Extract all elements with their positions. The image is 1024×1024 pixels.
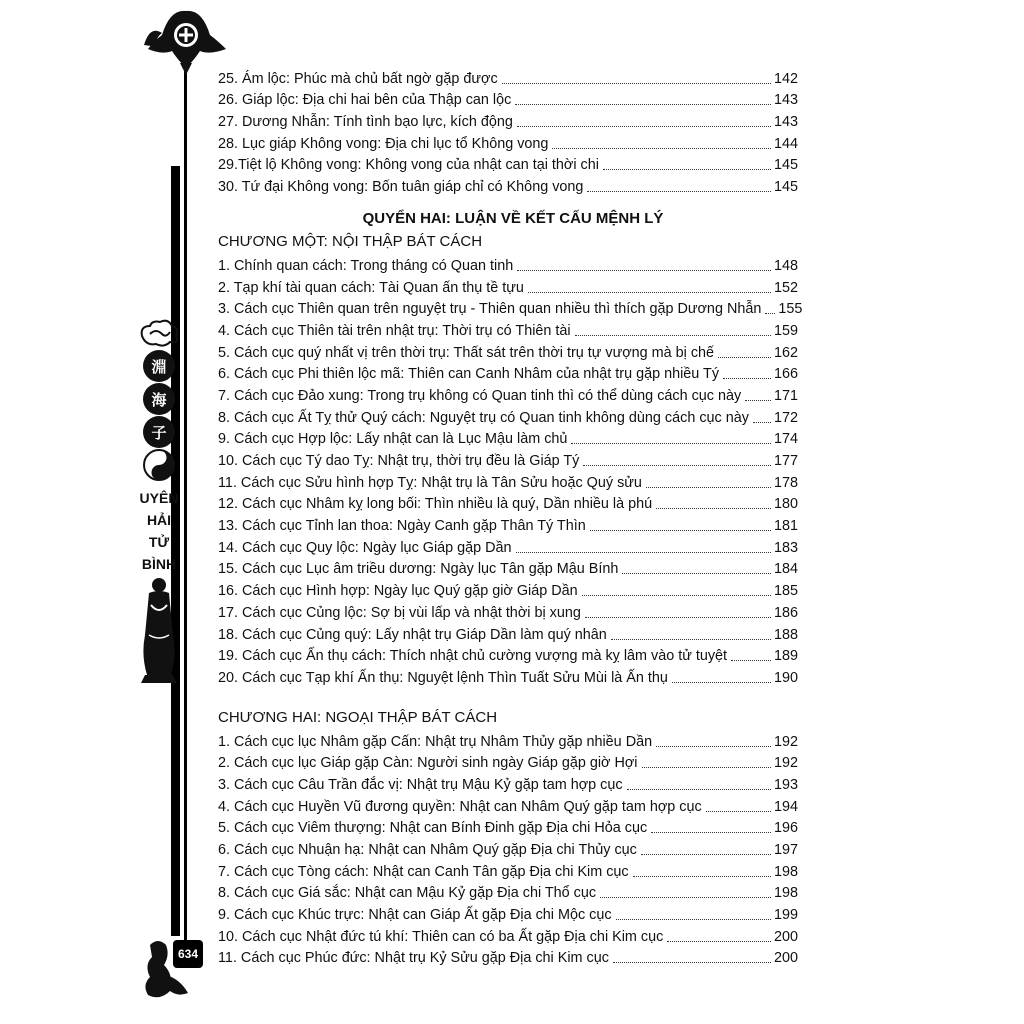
toc-entry-text: 20. Cách cục Tạp khí Ấn thụ: Nguyệt lệnh Thìn Tuất Sửu Mùi là Ấn thụ (218, 669, 668, 686)
toc-entry-page: 172 (773, 409, 798, 426)
toc-entry-page: 190 (773, 669, 798, 686)
toc-entry-text: 5. Cách cục quý nhất vị trên thời trụ: Thất sát trên thời trụ tự vượng mà bị chế (218, 344, 715, 361)
toc-entry-page: 198 (773, 863, 798, 880)
dot-leader (642, 767, 771, 768)
toc-entry-text: 10. Cách cục Tý dao Tỵ: Nhật trụ, thời trụ đều là Giáp Tý (218, 453, 580, 469)
toc-entry-page: 159 (773, 322, 798, 339)
dot-leader (765, 313, 775, 314)
chapter-one-entries (218, 253, 803, 687)
toc-entry-text: 5. Cách cục Viêm thượng: Nhật can Bính Đinh gặp Địa chi Hỏa cục (218, 820, 648, 837)
toc-entry[interactable] (218, 513, 798, 535)
dot-leader (613, 962, 771, 963)
toc-entry-page: 185 (773, 583, 798, 600)
dot-leader (641, 854, 771, 855)
dot-leader (603, 169, 771, 170)
toc-entry-page: 174 (773, 431, 798, 448)
dot-leader (672, 682, 771, 683)
toc-entry[interactable] (218, 902, 798, 924)
toc-entry[interactable] (218, 600, 798, 622)
dot-leader (731, 660, 771, 661)
toc-entry-page: 144 (773, 135, 798, 152)
toc-entry-page: 193 (773, 776, 798, 793)
chapter-title: CHƯƠNG HAI: NGOẠI THẬP BÁT CÁCH (218, 708, 498, 726)
toc-entry[interactable] (218, 622, 798, 644)
toc-entry-page: 188 (773, 626, 798, 643)
toc-entry-text: 6. Cách cục Nhuận hạ: Nhật can Nhâm Quý gặp Địa chi Thủy cục (218, 842, 637, 858)
toc-entry-page: 148 (773, 257, 798, 274)
toc-entry-text: 6. Cách cục Phi thiên lộc mã: Thiên can Canh Nhâm của nhật trụ gặp nhiều Tý (218, 366, 720, 383)
toc-entry-page: 198 (773, 885, 798, 902)
spine-line (184, 60, 187, 940)
toc-entry-text: 3. Cách cục Câu Trần đắc vị: Nhật trụ Mậu Kỷ gặp tam hợp cục (218, 776, 623, 793)
toc-entry[interactable] (218, 383, 798, 405)
toc-entry-text: 11. Cách cục Sửu hình hợp Tỵ: Nhật trụ là Tân Sửu hoặc Quý sửu (218, 474, 642, 491)
toc-entry-text: 15. Cách cục Lục âm triều dương: Ngày lục Tân gặp Mậu Bính (218, 561, 619, 578)
toc-entry-page: 184 (773, 561, 798, 578)
seal-char-3: 子 (143, 416, 175, 448)
toc-entry-text: 11. Cách cục Phúc đức: Nhật trụ Kỷ Sửu gặp Địa chi Kim cục (218, 950, 609, 967)
toc-entry-text: 7. Cách cục Đảo xung: Trong trụ không có Quan tinh thì có thể dùng cách cục này (218, 387, 742, 404)
toc-entry-page: 162 (773, 344, 798, 361)
toc-entry[interactable] (218, 66, 798, 88)
toc-entry[interactable] (218, 578, 798, 600)
toc-entry[interactable] (218, 88, 798, 110)
dot-leader (571, 443, 771, 444)
toc-entry[interactable] (218, 275, 798, 297)
dot-leader (651, 832, 771, 833)
dot-leader (585, 617, 771, 618)
toc-entry-page: 196 (773, 820, 798, 837)
toc-entry-text: 1. Cách cục lục Nhâm gặp Cấn: Nhật trụ Nhâm Thủy gặp nhiều Dần (218, 733, 653, 750)
toc-entry[interactable] (218, 794, 798, 816)
dot-leader (723, 378, 771, 379)
toc-entry[interactable] (218, 816, 798, 838)
toc-entry-page: 183 (773, 539, 798, 556)
dot-leader (528, 292, 771, 293)
seal-char-1: 淵 (143, 350, 175, 382)
toc-entry[interactable] (218, 405, 798, 427)
toc-entry-text: 9. Cách cục Khúc trực: Nhật can Giáp Ất gặp Địa chi Mộc cục (218, 907, 612, 924)
toc-entry[interactable] (218, 751, 798, 773)
part-title: QUYỂN HAI: LUẬN VỀ KẾT CẤU MỆNH LÝ (362, 210, 664, 228)
dot-leader (583, 465, 771, 466)
toc-entry[interactable] (218, 729, 798, 751)
toc-entry-page: 178 (773, 474, 798, 491)
dot-leader (656, 746, 771, 747)
toc-entry-text: 12. Cách cục Nhâm kỵ long bối: Thìn nhiều là quý, Dần nhiều là phú (218, 496, 653, 513)
toc-entry-text: 18. Cách cục Củng quý: Lấy nhật trụ Giáp Dần làm quý nhân (218, 626, 607, 643)
toc-entry-page: 181 (773, 518, 798, 535)
toc-entry-text: 2. Tạp khí tài quan cách: Tài Quan ấn thụ tề tựu (218, 279, 524, 296)
dot-leader (611, 639, 771, 640)
toc-entry-text: 7. Cách cục Tòng cách: Nhật can Canh Tân gặp Địa chi Kim cục (218, 863, 629, 880)
toc-entry-page: 143 (773, 92, 798, 109)
toc-entry-text: 26. Giáp lộc: Địa chi hai bên của Thập can lộc (218, 92, 512, 109)
dot-leader (627, 789, 771, 790)
cloud-ornament-icon (138, 318, 180, 348)
toc-entry-text: 17. Cách cục Củng lộc: Sợ bị vùi lấp và nhật thời bị xung (218, 604, 581, 621)
toc-entry[interactable] (218, 837, 798, 859)
toc-entry-page: 152 (773, 279, 798, 296)
toc-entry-text: 4. Cách cục Thiên tài trên nhật trụ: Thời trụ có Thiên tài (218, 322, 571, 339)
toc-entry-text: 8. Cách cục Ất Tỵ thử Quý cách: Nguyệt trụ có Quan tinh không dùng cách cục này (218, 409, 749, 426)
toc-entry-page: 145 (773, 157, 798, 174)
toc-entry[interactable] (218, 131, 798, 153)
toc-entry-page: 197 (773, 842, 798, 858)
dot-leader (706, 811, 771, 812)
toc-entry-text: 19. Cách cục Ấn thụ cách: Thích nhật chủ cường vượng mà kỵ lâm vào tử tuyệt (218, 648, 728, 665)
toc-entry-page: 200 (773, 928, 798, 945)
toc-entry[interactable] (218, 427, 798, 449)
toc-entry[interactable] (218, 470, 798, 492)
vertical-title-word: BÌNH (141, 556, 177, 572)
toc-entry[interactable] (218, 362, 798, 384)
vertical-book-title (139, 487, 179, 575)
toc-section-continued (218, 66, 798, 196)
toc-entry[interactable] (218, 772, 798, 794)
toc-entry-text: 14. Cách cục Quy lộc: Ngày lục Giáp gặp Dần (218, 539, 512, 556)
toc-entry-page: 155 (778, 301, 803, 318)
dot-leader (515, 104, 771, 105)
toc-entry-text: 16. Cách cục Hình hợp: Ngày lục Quý gặp giờ Giáp Dần (218, 583, 578, 600)
toc-entry-text: 4. Cách cục Huyền Vũ đương quyền: Nhật can Nhâm Quý gặp tam hợp cục (218, 798, 702, 815)
scholar-figure-icon (137, 575, 181, 685)
dot-leader (517, 270, 771, 271)
toc-entry-text: 28. Lục giáp Không vong: Địa chi lục tổ Không vong (218, 135, 549, 152)
toc-entry-page: 192 (773, 733, 798, 750)
toc-entry-text: 8. Cách cục Giá sắc: Nhật can Mậu Kỷ gặp Địa chi Thổ cục (218, 885, 597, 902)
toc-entry-page: 192 (773, 755, 798, 772)
toc-entry[interactable] (218, 153, 798, 175)
toc-entry[interactable] (218, 318, 798, 340)
toc-entry[interactable] (218, 253, 798, 275)
dot-leader (656, 508, 771, 509)
toc-entry[interactable] (218, 557, 798, 579)
toc-entry[interactable] (218, 859, 798, 881)
dot-leader (552, 148, 771, 149)
vertical-title-word: TỬ (148, 534, 170, 550)
toc-entry[interactable] (218, 297, 803, 319)
toc-entry-page: 171 (773, 387, 798, 404)
vertical-title-word: UYÊN (139, 490, 179, 506)
toc-entry[interactable] (218, 109, 798, 131)
dot-leader (600, 897, 771, 898)
toc-entry-text: 3. Cách cục Thiên quan trên nguyệt trụ - Thiên quan nhiều thì thích gặp Dương Nhẫn (218, 301, 762, 318)
toc-entry-text: 13. Cách cục Tỉnh lan thoa: Ngày Canh gặp Thân Tý Thìn (218, 518, 586, 535)
table-of-contents (218, 66, 803, 967)
dot-leader (575, 335, 771, 336)
toc-entry-page: 194 (773, 798, 798, 815)
toc-entry-page: 199 (773, 907, 798, 924)
toc-entry-page: 189 (773, 648, 798, 665)
dot-leader (745, 400, 771, 401)
toc-entry-text: 2. Cách cục lục Giáp gặp Càn: Người sinh ngày Giáp gặp giờ Hợi (218, 755, 638, 772)
dot-leader (587, 191, 771, 192)
toc-entry-page: 145 (773, 179, 798, 196)
toc-entry-page: 143 (773, 114, 798, 131)
dot-leader (517, 126, 771, 127)
page-number: 634 (173, 940, 203, 968)
lotus-ornament-icon (140, 5, 232, 75)
toc-entry-text: 25. Ám lộc: Phúc mà chủ bất ngờ gặp được (218, 70, 498, 87)
toc-entry[interactable] (218, 340, 798, 362)
dot-leader (616, 919, 771, 920)
toc-entry-text: 9. Cách cục Hợp lộc: Lấy nhật can là Lục Mậu làm chủ (218, 431, 568, 448)
chapter-title: CHƯƠNG MỘT: NỘI THẬP BÁT CÁCH (218, 233, 483, 251)
toc-entry-page: 177 (773, 453, 798, 469)
toc-entry-text: 27. Dương Nhẫn: Tính tình bạo lực, kích động (218, 114, 513, 131)
toc-entry-text: 1. Chính quan cách: Trong tháng có Quan tinh (218, 257, 514, 274)
toc-entry[interactable] (218, 665, 798, 687)
vertical-title-word: HẢI (146, 512, 172, 528)
chapter-two-entries (218, 729, 798, 968)
toc-entry[interactable] (218, 946, 798, 968)
dot-leader (622, 573, 771, 574)
toc-entry[interactable] (218, 448, 798, 470)
toc-entry-page: 142 (773, 70, 798, 87)
toc-entry-text: 30. Tứ đại Không vong: Bốn tuân giáp chỉ có Không vong (218, 179, 584, 196)
dot-leader (633, 876, 771, 877)
toc-entry-text: 10. Cách cục Nhật đức tú khí: Thiên can có ba Ất gặp Địa chi Kim cục (218, 928, 664, 945)
toc-entry[interactable] (218, 174, 798, 196)
dot-leader (516, 552, 771, 553)
dot-leader (502, 83, 771, 84)
toc-entry[interactable] (218, 881, 798, 903)
toc-entry[interactable] (218, 535, 798, 557)
toc-entry-page: 186 (773, 604, 798, 621)
toc-entry[interactable] (218, 644, 798, 666)
dot-leader (753, 422, 771, 423)
seal-char-2: 海 (143, 383, 175, 415)
toc-entry-page: 180 (773, 496, 798, 513)
dot-leader (646, 487, 771, 488)
dot-leader (667, 941, 771, 942)
dot-leader (582, 595, 771, 596)
toc-entry-text: 29.Tiệt lộ Không vong: Không vong của nhật can tại thời chi (218, 157, 599, 174)
toc-entry[interactable] (218, 492, 798, 514)
toc-entry[interactable] (218, 924, 798, 946)
toc-entry-page: 166 (773, 366, 798, 383)
dot-leader (590, 530, 771, 531)
yin-yang-icon (143, 449, 175, 481)
dot-leader (718, 357, 771, 358)
toc-entry-page: 200 (773, 950, 798, 967)
